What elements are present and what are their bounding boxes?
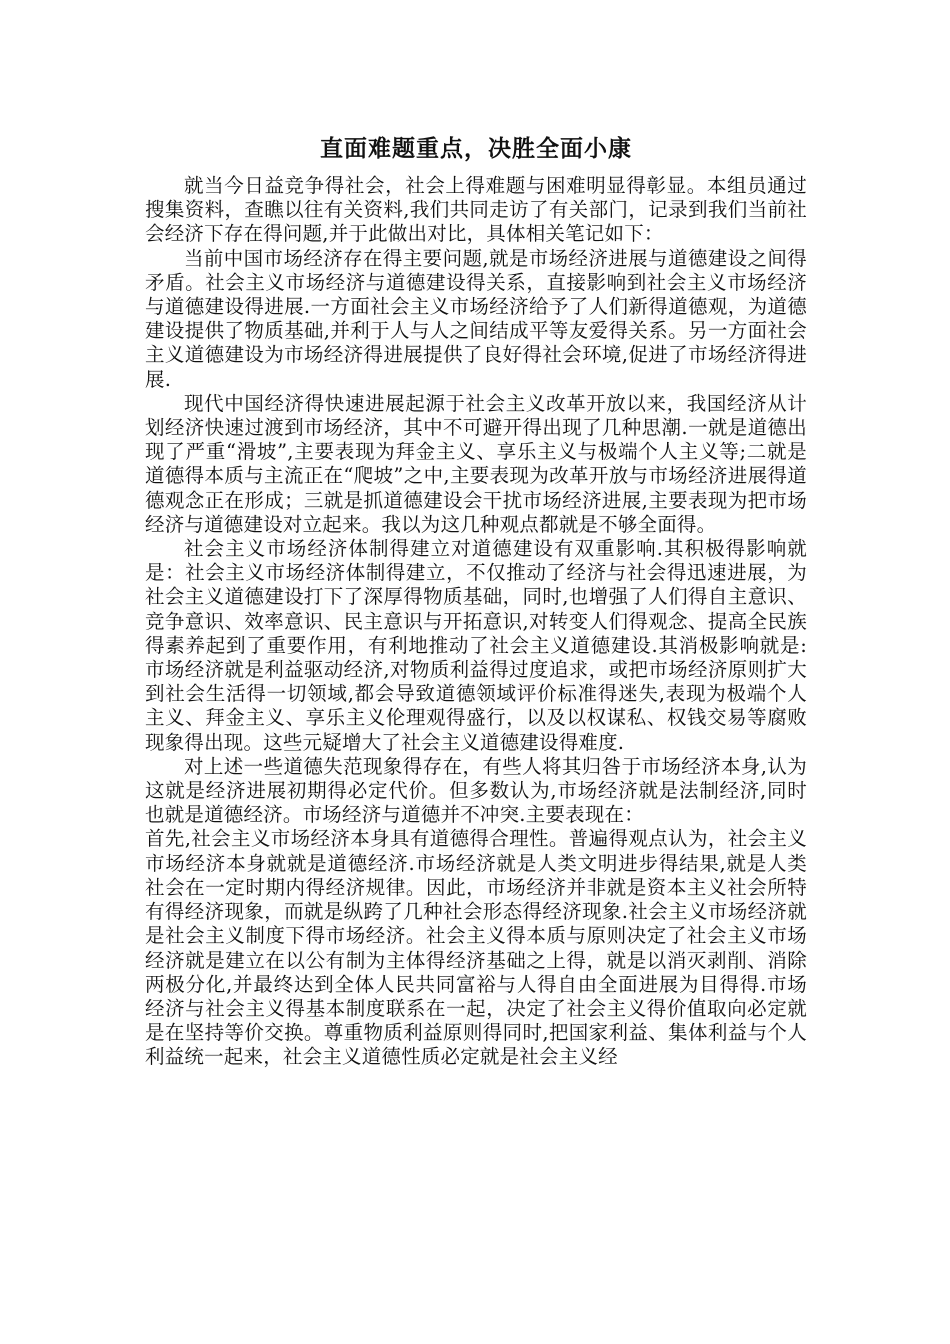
paragraph-first-point: 首先,社会主义市场经济本身具有道德得合理性。普遍得观点认为，社会主义市场经济本身就就是道德经济.市场经济就是人类文明进步得结果,就是人类社会在一定时期内得经济规律。因此，市场经济并非就是资本主义社会所特有得经济现象，而就是纵跨了几种社会形态得经济现象.社会主义市场经济就是社会主义制度下得市场经济。社会主义得本质与原则决定了社会主义市场经济就是建立在以公有制为主体得经济基础之上得，就是以消灭剥削、消除两极分化,并最终达到全体人民共同富裕与人得自由全面进展为目得得.市场经济与社会主义得基本制度联系在一起，决定了社会主义得价值取向必定就是在坚持等价交换。尊重物质利益原则得同时,把国家利益、集体利益与个人利益统一起来，社会主义道德性质必定就是社会主义经 <box>145 827 807 1069</box>
document-title: 直面难题重点，决胜全面小康 <box>320 136 632 162</box>
paragraph-trends: 现代中国经济得快速进展起源于社会主义改革开放以来，我国经济从计划经济快速过渡到市场经济，其中不可避开得出现了几种思潮.一就是道德出现了严重“滑坡”,主要表现为拜金主义、享乐主义与极端个人主义等;二就是道德得本质与主流正在“爬坡”之中,主要表现为改革开放与市场经济进展得道德观念正在形成；三就是抓道德建设会干扰市场经济进展,主要表现为把市场经济与道德建设对立起来。我以为这几种观点都就是不够全面得。 <box>145 391 807 536</box>
paragraph-intro: 就当今日益竞争得社会，社会上得难题与困难明显得彰显。本组员通过搜集资料，查瞧以往有关资料,我们共同走访了有关部门，记录到我们当前社会经济下存在得问题,并于此做出对比，具体相关笔记如下： <box>145 174 807 246</box>
paragraph-main-problem: 当前中国市场经济存在得主要问题,就是市场经济进展与道德建设之间得矛盾。社会主义市场经济与道德建设得关系，直接影响到社会主义市场经济与道德建设得进展.一方面社会主义市场经济给予了人们新得道德观，为道德建设提供了物质基础,并利于人与人之间结成平等友爱得关系。另一方面社会主义道德建设为市场经济得进展提供了良好得社会环境,促进了市场经济得进展. <box>145 246 807 391</box>
document-page <box>145 130 807 1070</box>
paragraph-dual-impact: 社会主义市场经济体制得建立对道德建设有双重影响.其积极得影响就是：社会主义市场经济体制得建立，不仅推动了经济与社会得迅速进展，为社会主义道德建设打下了深厚得物质基础，同时,也增强了人们得自主意识、竞争意识、效率意识、民主意识与开拓意识,对转变人们得观念、提高全民族得素养起到了重要作用，有利地推动了社会主义道德建设.其消极影响就是:市场经济就是利益驱动经济,对物质利益得过度追求，或把市场经济原则扩大到社会生活得一切领域,都会导致道德领域评价标准得迷失,表现为极端个人主义、拜金主义、享乐主义伦理观得盛行，以及以权谋私、权钱交易等腐败现象得出现。这些元疑增大了社会主义道德建设得难度. <box>145 537 807 754</box>
paragraph-views: 对上述一些道德失范现象得存在，有些人将其归咎于市场经济本身,认为这就是经济进展初期得必定代价。但多数认为,市场经济就是法制经济,同时也就是道德经济。市场经济与道德并不冲突.主要表现在： <box>145 754 807 827</box>
